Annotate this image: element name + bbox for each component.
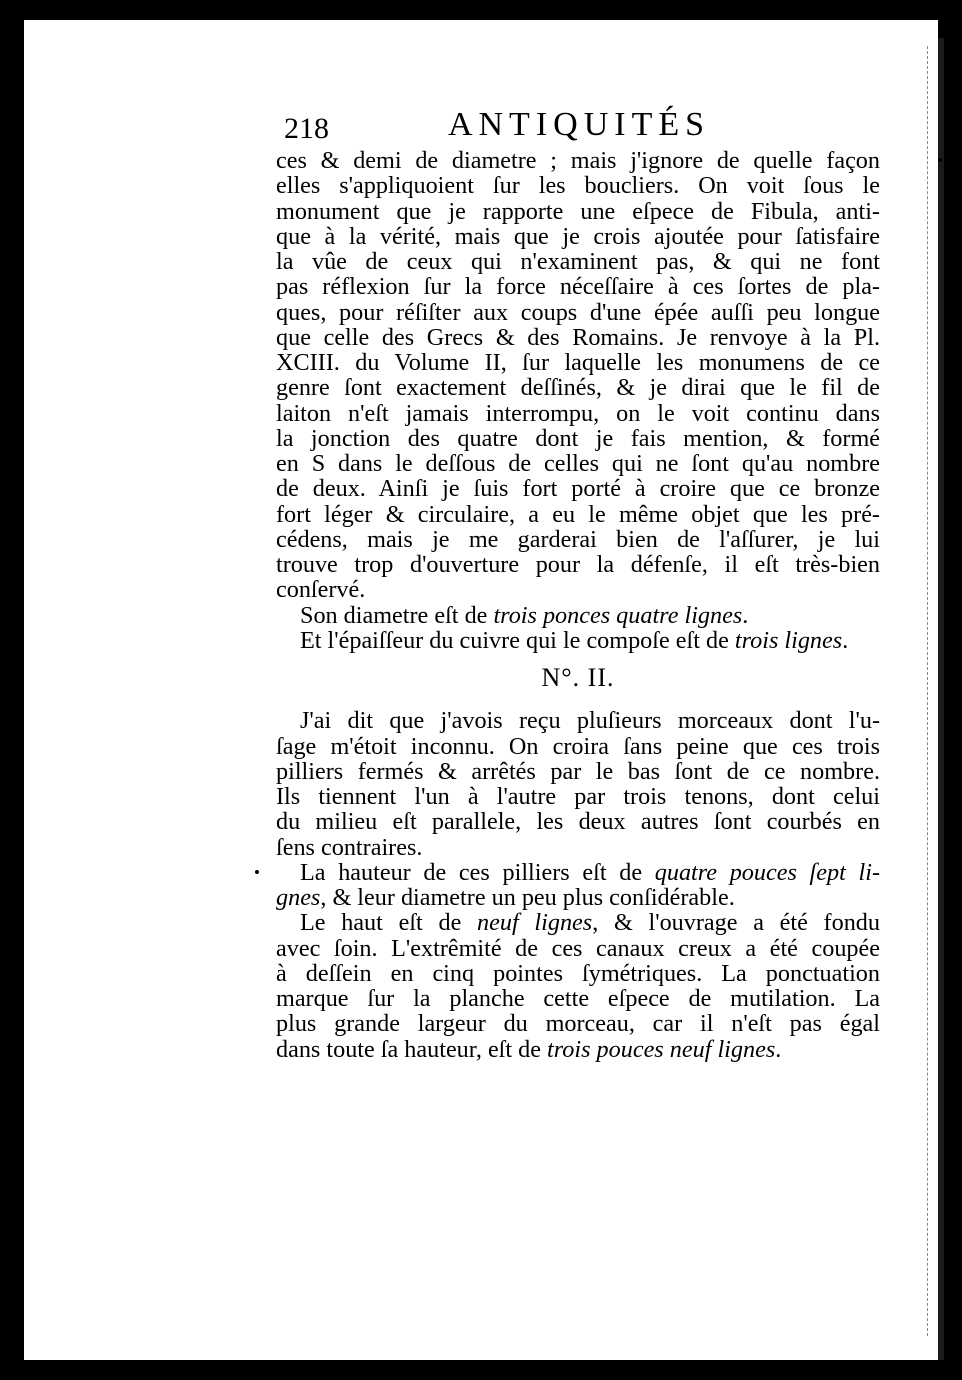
diameter-value: trois ponces quatre lignes [493,601,743,629]
thickness-prefix: Et l'épaiſſeur du cuivre qui le compoſe eſt de [300,626,735,654]
diameter-line [276,603,880,628]
text-line [276,860,880,885]
text-line: trouve trop d'ouverture pour la défenſe, il eſt très-bien [276,551,880,578]
text-line: du milieu eſt parallele, les deux autres ſont courbés en [276,808,880,836]
top-value: neuf lignes [477,909,593,937]
text-line: cédens, mais je me garderai bien de l'aſſurer, je lui [276,525,880,553]
text-line: J'ai dit que j'avois reçu pluſieurs morceaux dont l'u- [300,707,880,735]
text-line: la vûe de ceux qui n'examinent pas, & qui ne font [276,248,880,275]
text-line: XCIII. du Volume II, ſur laquelle les monumens de ce [276,349,880,376]
body-text [276,148,880,1062]
thickness-line [276,628,880,653]
diameter-prefix: Son diametre eſt de [300,601,494,629]
text-line [276,910,880,935]
diameter-suffix: . [742,601,749,629]
text-line: ces & demi de diametre ; mais j'ignore de quelle façon [276,147,880,174]
text-line [276,1037,880,1062]
text-line [276,885,880,910]
text-line: la jonction des quatre dont je fais mention, & formé [276,424,880,452]
margin-speck [938,158,942,162]
section-heading: N°. II. [541,663,615,692]
page-edge [927,46,932,1336]
height-suffix: , & leur diametre un peu plus conſidérable. [320,884,735,911]
top-suffix: , & l'ouvrage a été fondu [592,909,880,937]
text-line: que à la vérité, mais que je crois ajoutée pour ſatisfaire [276,222,880,250]
text-line: ques, pour réſiſter aux coups d'une épée auſſi peu longue [276,298,880,326]
text-line: que celle des Grecs & des Romains. Je renvoye à la Pl. [276,323,880,351]
height-prefix: La hauteur de ces pilliers eſt de [300,858,655,886]
thickness-suffix: . [842,626,849,654]
page-number: 218 [284,112,329,145]
paragraph-1 [276,148,880,603]
text-line: monument que je rapporte une eſpece de Fibula, anti- [276,197,880,225]
text-line: laiton n'eſt jamais interrompu, on le voit continu dans [276,399,880,427]
top-prefix: Le haut eſt de [300,909,478,937]
margin-speck [255,870,259,874]
text-line: fort léger & circulaire, a eu le même objet que les pré- [276,500,880,528]
paragraph-height [276,860,880,911]
paragraph-2 [276,708,880,860]
text-line: conſervé. [276,576,366,604]
text-line: ſage m'étoit inconnu. On croira ſans peine que ces trois [276,732,880,760]
text-line: de deux. Ainſi je ſuis fort porté à croire que ce bronze [276,475,880,503]
text-line: en S dans le deſſous de celles qui ne ſont qu'au nombre [276,450,880,477]
running-title: ANTIQUITÉS [447,106,711,143]
text-line: à deſſein en cinq pointes ſymétriques. La ponctuation [276,959,880,987]
height-value: quatre pouces ſept li- [654,858,880,886]
text-line: pilliers fermés & arrêtés par le bas ſont de ce nombre. [276,757,880,785]
paragraph-3 [276,910,880,1062]
text-line: avec ſoin. L'extrêmité de ces canaux creux a été coupée [276,934,880,962]
text-line: pas réflexion ſur la force néceſſaire à ces ſortes de pla- [276,273,880,301]
text-line: plus grande largeur du morceau, car il n'eſt pas égal [276,1010,880,1038]
height-value-cont: gnes [276,884,321,911]
width-prefix: dans toute ſa hauteur, eſt de [276,1035,548,1063]
running-head [282,98,876,148]
text-line: elles s'appliquoient ſur les boucliers. On voit ſous le [276,172,880,200]
text-line: marque ſur la planche cette eſpece de mutilation. La [276,985,880,1012]
text-line: genre ſont exactement deſſinés, & je dirai que le fil de [276,374,880,402]
text-line: Ils tiennent l'un à l'autre par trois tenons, dont celui [276,783,880,810]
text-line: ſens contraires. [276,833,423,861]
width-value: trois pouces neuf lignes [547,1035,776,1063]
thickness-value: trois lignes [734,626,843,654]
width-suffix: . [775,1035,782,1063]
